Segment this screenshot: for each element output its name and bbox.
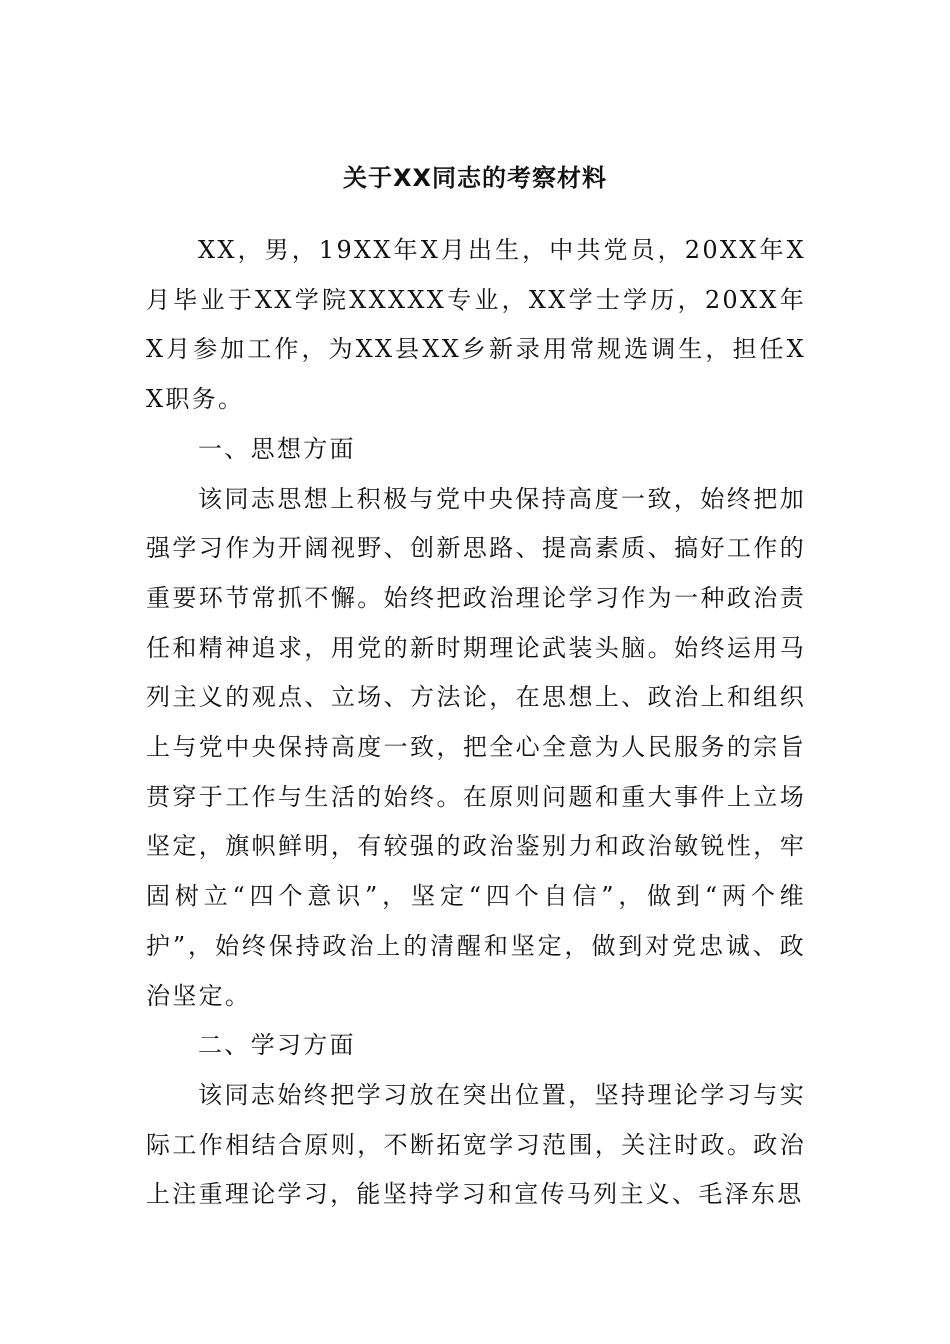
section-paragraph-ideology: 该同志思想上积极与党中央保持高度一致，始终把加强学习作为开阔视野、创新思路、提高素质、搞好工作的重要环节常抓不懈。始终把政治理论学习作为一种政治责任和精神追求，用党的新时期理论武装头脑。始终运用马列主义的观点、立场、方法论，在思想上、政治上和组织上与党中央保持高度一致，把全心全意为人民服务的宗旨贯穿于工作与生活的始终。在原则问题和重大事件上立场坚定，旗帜鲜明，有较强的政治鉴别力和政治敏锐性，牢固树立“四个意识”，坚定“四个自信”，做到“两个维护”，始终保持政治上的清醒和坚定，做到对党忠诚、政治坚定。 [146,484,806,1010]
intro-paragraph: XX，男，19XX年X月出生，中共党员，20XX年X月毕业于XX学院XXXXX专业，XX学士学历，20XX年X月参加工作，为XX县XX乡新录用常规选调生，担任XX职务。 [146,236,806,414]
section-heading-study: 二、学习方面 [198,1031,356,1060]
document-body [146,226,806,1220]
section-heading-ideology: 一、思想方面 [198,434,356,463]
document-title: 关于XX同志的考察材料 [342,164,607,192]
section-paragraph-study: 该同志始终把学习放在突出位置，坚持理论学习与实际工作相结合原则，不断拓宽学习范围，关注时政。政治上注重理论学习，能坚持学习和宣传马列主义、毛泽东思 [146,1080,806,1209]
